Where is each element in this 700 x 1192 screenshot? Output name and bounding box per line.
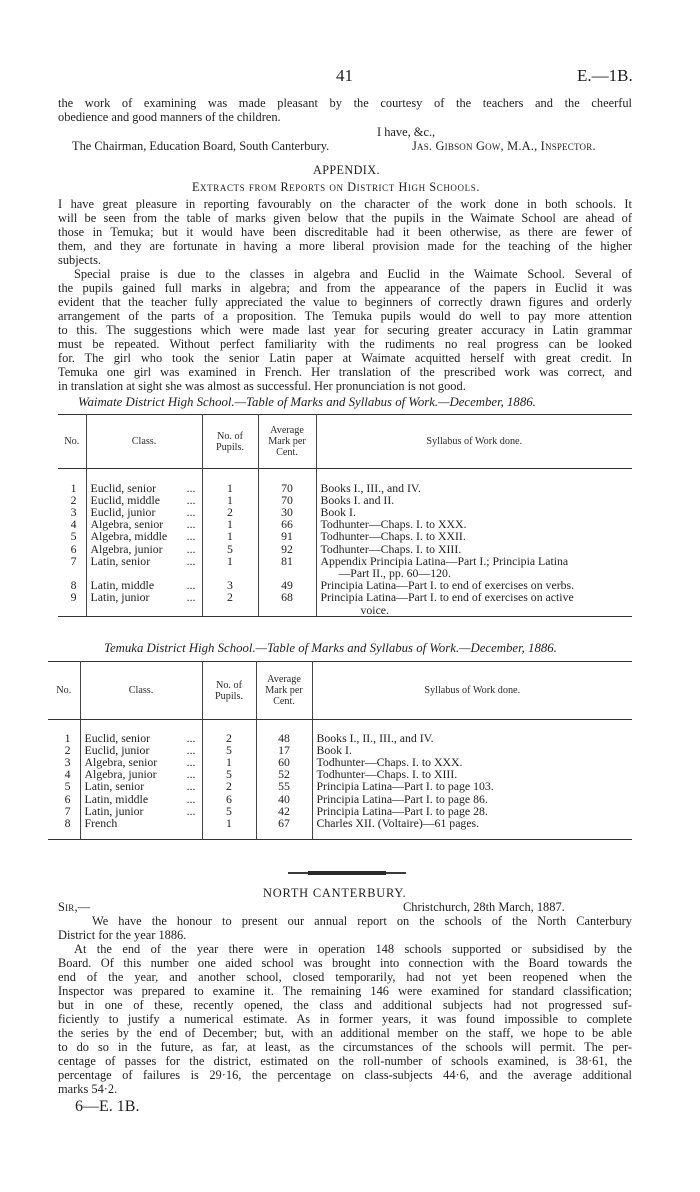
appendix-line: Special praise is due to the classes in algebra and Euclid in the Waimate School. Several of [74, 267, 632, 281]
column-header-class: Class. [80, 662, 202, 720]
addressee: The Chairman, Education Board, South Canterbury. [72, 139, 330, 153]
appendix-subtitle: Extracts from Reports on District High Schools. [192, 180, 480, 194]
appendix-line: evident that the teacher fully appreciated the value to beginners of correctly drawn figures and orderly [58, 295, 632, 309]
column-header-average: Average Mark per Cent. [256, 662, 312, 720]
report-line: the series by the end of December; but, with an additional member on the staff, we hope to be able [58, 1026, 632, 1040]
column-header-pupils: No. of Pupils. [202, 662, 256, 720]
column-header-no: No. [48, 662, 80, 720]
report-line: At the end of the year there were in operation 148 schools supported or subsidised by the [74, 942, 632, 956]
report-line: to do so in the future, as far, at least, as the circumstances of the schools will permit. The per- [58, 1040, 632, 1054]
table-row: 7 Latin, junior ... 5 42 Principia Latina—Part I. to page 28. [48, 805, 632, 817]
appendix-line: I have great pleasure in reporting favourably on the character of the work done in both schools. It [58, 197, 632, 211]
table-row: 3 Euclid, junior ... 2 30 Book I. [58, 506, 632, 518]
table-row: 8 Latin, middle ... 3 49 Principia Latina—Part I. to end of exercises on verbs. [58, 579, 632, 591]
appendix-line: those in Temuka; but it would have been discreditable had it been otherwise, as there are fewer of [58, 225, 632, 239]
appendix-line: in translation at sight she was almost as successful. Her pronunciation is not good. [58, 379, 466, 393]
report-line: Inspector was prepared to examine it. The remaining 146 were examined for standard classification; [58, 984, 632, 998]
column-header-no: No. [58, 415, 86, 469]
appendix-line: them, and they are fortunate in having a more liberal provision made for the teaching of the higher [58, 239, 632, 253]
table-row: 4 Algebra, junior ... 5 52 Todhunter—Chaps. I. to XIII. [48, 768, 632, 780]
temuka-table-caption: Temuka District High School.—Table of Marks and Syllabus of Work.—December, 1886. [104, 641, 557, 655]
report-line: Board. Of this number one aided school was brought into connection with the Board towards the [58, 956, 632, 970]
waimate-table-caption: Waimate District High School.—Table of Marks and Syllabus of Work.—December, 1886. [78, 395, 536, 409]
document-reference: E.—1B. [577, 66, 633, 85]
report-line: marks 54·2. [58, 1082, 118, 1096]
waimate-marks-table [58, 414, 632, 617]
appendix-line: arrangement of the parts of a proposition. The Temuka pupils would do well to pay more attention [58, 309, 632, 323]
appendix-line: must be repeated. Without perfect familiarity with the rudiments no real progress can be looked [58, 337, 632, 351]
appendix-line: will be seen from the table of marks given below that the pupils in the Waimate School are ahead of [58, 211, 632, 225]
inspector-signature: Jas. Gibson Gow, M.A., Inspector. [412, 139, 596, 153]
table-row: 5 Algebra, middle ... 1 91 Todhunter—Chaps. I. to XXII. [58, 530, 632, 542]
appendix-line: to this. The suggestions which were made last year for securing greater accuracy in Latin grammar [58, 323, 632, 337]
temuka-marks-table [48, 661, 632, 840]
table-row: 1 Euclid, senior ... 1 70 Books I., III., and IV. [58, 482, 632, 494]
report-line: We have the honour to present our annual report on the schools of the North Canterbury [92, 914, 632, 928]
table-row: 8 French 1 67 Charles XII. (Voltaire)—61 pages. [48, 817, 632, 840]
column-header-syllabus: Syllabus of Work done. [312, 662, 632, 720]
table-row: 9 Latin, junior ... 2 68 Principia Latina—Part I. to end of exercises on active voice. [58, 591, 632, 616]
opening-line: obedience and good manners of the children. [58, 110, 281, 124]
printer-signature: 6—E. 1B. [75, 1098, 140, 1115]
table-row: 1 Euclid, senior ... 2 48 Books I., II., III., and IV. [48, 732, 632, 744]
report-line: end of the year, and another school, closed temporarily, had not yet been reopened when the [58, 970, 632, 984]
table-row: 2 Euclid, middle ... 1 70 Books I. and II. [58, 494, 632, 506]
column-header-syllabus: Syllabus of Work done. [316, 415, 632, 469]
report-line: percentage of failures is 29·16, the percentage on class-subjects 44·6, and the average additional [58, 1068, 632, 1082]
column-header-average: Average Mark per Cent. [258, 415, 316, 469]
appendix-line: Temuka one girl was examined in French. Her translation of the prescribed work was correct, and [58, 365, 632, 379]
opening-line: the work of examining was made pleasant by the courtesy of the teachers and the cheerful [58, 96, 632, 110]
table-row: 7 Latin, senior ... 1 81 Appendix Principia Latina—Part I.; Principia Latina —Part II., pp. 60—120. [58, 555, 632, 579]
table-row: 4 Algebra, senior ... 1 66 Todhunter—Chaps. I. to XXX. [58, 518, 632, 530]
page-number: 41 [336, 66, 353, 85]
appendix-line: the pupils gained full marks in algebra; and from the appearance of the papers in Euclid it was [58, 281, 632, 295]
appendix-line: for. The girl who took the senior Latin paper at Waimate acquitted herself with great credit. In [58, 351, 632, 365]
report-line: ficiently to justify a numerical estimate. As in former years, it was found impossible to complete [58, 1012, 632, 1026]
table-row: 2 Euclid, junior ... 5 17 Book I. [48, 744, 632, 756]
place-and-date: Christchurch, 28th March, 1887. [403, 900, 565, 914]
ornamental-rule [288, 871, 406, 875]
section-heading: NORTH CANTERBURY. [263, 886, 407, 900]
table-row: 5 Latin, senior ... 2 55 Principia Latina—Part I. to page 103. [48, 780, 632, 792]
table-row: 6 Latin, middle ... 6 40 Principia Latina—Part I. to page 86. [48, 793, 632, 805]
report-line: District for the year 1886. [58, 928, 187, 942]
column-header-class: Class. [86, 415, 202, 469]
report-line: centage of passes for the district, estimated on the roll-number of schools examined, is 38·61, the [58, 1054, 632, 1068]
salutation: Sir,— [58, 900, 91, 914]
closing-phrase: I have, &c., [377, 125, 436, 139]
report-line: but in one of these, recently opened, the class and additional subjects had not progressed suf- [58, 998, 632, 1012]
table-row: 6 Algebra, junior ... 5 92 Todhunter—Chaps. I. to XIII. [58, 543, 632, 555]
table-row: 3 Algebra, senior ... 1 60 Todhunter—Chaps. I. to XXX. [48, 756, 632, 768]
appendix-title: APPENDIX. [313, 163, 380, 177]
column-header-pupils: No. of Pupils. [202, 415, 258, 469]
appendix-line: subjects. [58, 253, 102, 267]
